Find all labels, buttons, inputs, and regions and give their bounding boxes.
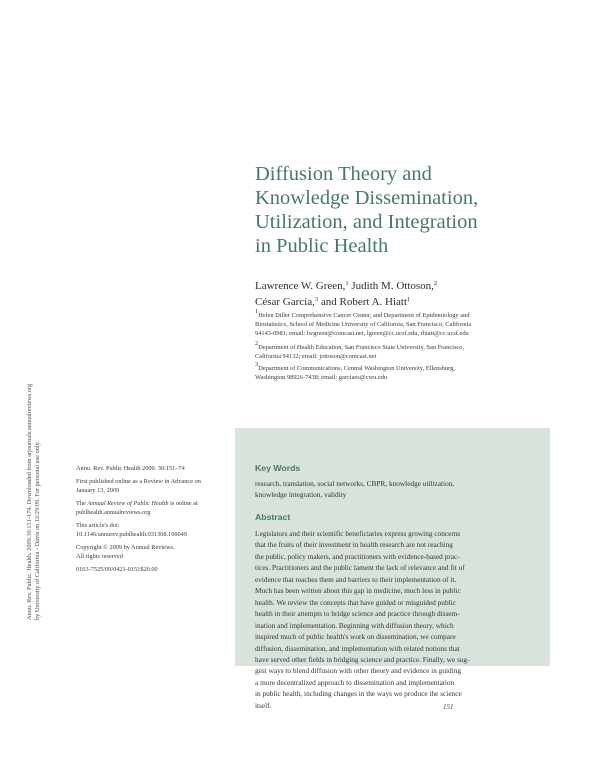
abstract-line: health. We review the concepts that have guided or misguided public — [255, 597, 456, 607]
affiliation-line: Washington 98926-7438; email: garciaes@cwu.edu — [255, 374, 388, 382]
abstract-line: evidence that reaches them and barriers to their implementation of it. — [255, 574, 457, 584]
affiliation-text: Department of Health Education, San Francisco State University, San Francisco, — [258, 344, 465, 351]
affiliation-marker: 3 — [314, 296, 319, 303]
abstract-line: a more decentralized approach to dissemination and implementation — [255, 677, 455, 687]
affiliation-marker: 1 — [345, 280, 349, 287]
journal-name: Annual Review of Public Health — [87, 500, 169, 508]
abstract-line: that the fruits of their investment in health research are not reaching — [255, 540, 453, 550]
abstract-line: health in their attempts to bridge science and practice through dissem- — [255, 609, 460, 619]
abstract-line: diffusion, dissemination, and implementation with related notions that — [255, 643, 460, 653]
abstract-line: the public, policy makers, and practitioners with evidence-based prac- — [255, 551, 460, 561]
author-name: Lawrence W. Green, — [255, 280, 346, 292]
page-number: 151 — [443, 703, 454, 711]
title-line: Knowledge Dissemination, — [255, 187, 479, 209]
author-line — [255, 294, 555, 310]
journal-url[interactable]: publhealth.annualreviews.org — [76, 509, 151, 516]
keywords-line: research, translation, social networks, CBPR, knowledge utilization, — [255, 479, 455, 488]
title-line: Diffusion Theory and — [255, 163, 432, 185]
affiliation-line: 94143-0981; email: lwgreen@comcast.net, lgreen@cc.ucsf.edu, rhiatt@cc.ucsf.edu — [255, 330, 469, 338]
abstract-line: in public health, including changes in the ways we produce the science — [255, 689, 462, 699]
copyright-line: Copyright © 2009 by Annual Reviews. — [76, 544, 175, 552]
online-date — [76, 478, 231, 495]
affiliation-text: Helen Diller Comprehensive Cancer Center, and Department of Epidemiology and — [258, 312, 470, 319]
issn — [76, 566, 231, 575]
author-line — [255, 278, 555, 294]
abstract-line: Much has been written about this gap in medicine, much less in public — [255, 586, 461, 596]
citation-text: Annu. Rev. Public Health 2009. 30:151–74 — [76, 465, 185, 472]
doi — [76, 522, 231, 539]
download-notice-line: by University of California - Davis on 12/29/09. For personal use only. — [34, 441, 42, 620]
affiliation-line — [255, 361, 555, 373]
abstract-line: itself. — [255, 700, 272, 710]
affiliation-3 — [255, 361, 555, 382]
shaded-panel-top — [235, 428, 550, 460]
title-line: in Public Health — [255, 235, 389, 257]
keywords-list — [255, 478, 545, 500]
affiliation-line — [255, 308, 555, 320]
keywords-line: knowledge integration, validity — [255, 490, 347, 499]
author-name: and Robert A. Hiatt — [318, 296, 408, 308]
abstract-line: have served other fields in bridging science and practice. Finally, we sug- — [255, 654, 470, 664]
author-name: Judith M. Ottoson, — [348, 280, 434, 292]
affiliation-2 — [255, 340, 555, 361]
title-line: Utilization, and Integration — [255, 211, 478, 233]
keywords-heading: Key Words — [255, 463, 301, 473]
affiliation-line: Biostatistics, School of Medicine University of California, San Francisco, California — [255, 321, 472, 329]
affiliation-1 — [255, 308, 555, 338]
journal-online — [76, 500, 231, 517]
author-name: César García, — [255, 296, 315, 308]
doi-label: This article's doi: — [76, 522, 120, 530]
download-notice — [26, 230, 43, 620]
affiliation-line — [255, 340, 555, 352]
doi-value[interactable]: 10.1146/annurev.publhealth.031308.100049 — [76, 531, 187, 538]
journal-online-line — [76, 500, 231, 509]
publication-info — [76, 465, 231, 580]
article-title — [255, 162, 555, 258]
affiliation-line: California 94132; email: jottoson@comcast.net — [255, 353, 377, 361]
abstract-line: ination and implementation. Beginning with diffusion theory, which — [255, 620, 454, 630]
abstract-line: Legislators and their scientific beneficiaries express growing concerns — [255, 529, 461, 538]
online-date-line: January 13, 2009 — [76, 487, 120, 494]
affiliation-marker: 1 — [407, 296, 411, 303]
online-date-line: First published online as a Review in Advance on — [76, 478, 201, 486]
citation — [76, 465, 231, 474]
issn-text: 0163-7525/09/0421-0151$20.00 — [76, 566, 158, 574]
abstract-heading: Abstract — [255, 512, 291, 522]
affiliation-text: Department of Communications, Central Washington University, Ellensburg, — [258, 365, 455, 372]
affiliation-marker: 3 — [255, 361, 259, 368]
download-notice-line: Annu. Rev. Public. Health. 2009.30:151-174. Downloaded from arjournals.annualreviews.org — [26, 383, 33, 620]
abstract-body — [255, 528, 545, 711]
journal-online-rest: is online at — [168, 500, 198, 508]
affiliation-marker: 1 — [255, 308, 259, 315]
journal-online-prefix: The — [76, 500, 88, 508]
abstract-line: tices. Practitioners and the public lament the lack of relevance and fit of — [255, 563, 465, 573]
abstract-line: inspired much of public health's work on dissemination, we compare — [255, 632, 456, 642]
copyright — [76, 544, 231, 561]
abstract-line: gest ways to blend diffusion with other theory and evidence in guiding — [255, 666, 461, 676]
author-list — [255, 278, 555, 310]
copyright-line: All rights reserved — [76, 553, 123, 560]
affiliation-marker: 2 — [433, 280, 438, 287]
affiliation-marker: 2 — [255, 340, 259, 347]
